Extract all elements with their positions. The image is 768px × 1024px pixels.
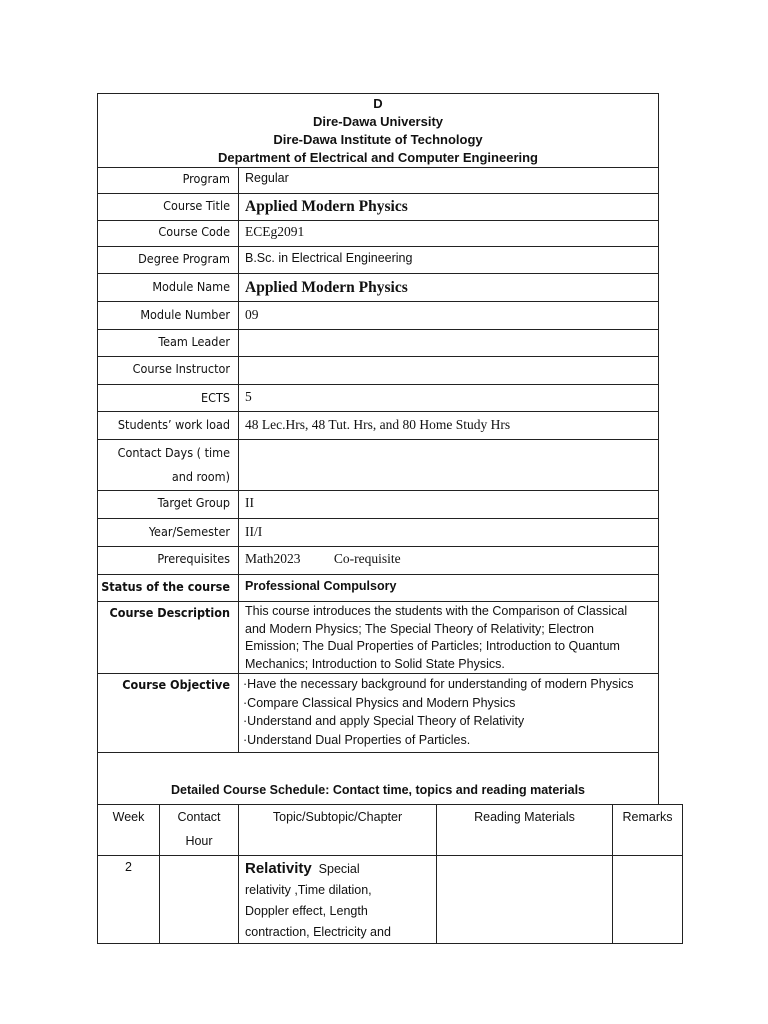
document-header — [98, 94, 659, 168]
week-header: Week — [98, 805, 160, 856]
course-info-table — [97, 93, 659, 805]
prerequisites-value — [239, 547, 659, 575]
university-name: Dire-Dawa University — [312, 114, 444, 129]
description-label: Course Description — [98, 602, 239, 674]
prerequisites-label: Prerequisites — [98, 547, 239, 575]
course-title-value: Applied Modern Physics — [239, 194, 659, 221]
topic-cell — [239, 856, 437, 944]
objective-line: ·Compare Classical Physics and Modern Physics — [243, 695, 516, 710]
description-value — [239, 602, 659, 674]
course-code-label: Course Code — [98, 221, 239, 247]
reading-materials-cell — [437, 856, 613, 944]
contact-days-label: Contact Days ( time and room) — [98, 440, 239, 491]
topic-line: contraction, Electricity and — [245, 925, 391, 939]
department-name: Department of Electrical and Computer Engineering — [218, 150, 538, 165]
module-number-value: 09 — [239, 302, 659, 330]
team-leader-label: Team Leader — [98, 330, 239, 357]
topic-heading: Relativity — [245, 860, 312, 877]
degree-program-value: B.Sc. in Electrical Engineering — [239, 247, 659, 274]
course-title-label: Course Title — [98, 194, 239, 221]
schedule-title: Detailed Course Schedule: Contact time, topics and reading materials — [98, 753, 659, 805]
program-label: Program — [98, 168, 239, 194]
year-semester-value: II/I — [239, 519, 659, 547]
table-row — [98, 856, 683, 944]
description-line: Emission; The Dual Properties of Particles; Introduction to Quantum — [245, 639, 620, 653]
description-line: and Modern Physics; The Special Theory of Relativity; Electron — [245, 621, 595, 636]
topic-line: relativity ,Time dilation, — [245, 883, 372, 897]
description-line: Mechanics; Introduction to Solid State Physics. — [245, 656, 505, 671]
prerequisite-course: Math2023 — [245, 551, 301, 566]
target-group-value: II — [239, 491, 659, 519]
ects-value: 5 — [239, 385, 659, 412]
topic-line: Special — [311, 862, 360, 876]
ects-label: ECTS — [98, 385, 239, 412]
module-name-label: Module Name — [98, 274, 239, 302]
objective-label: Course Objective — [98, 674, 239, 753]
institute-name: Dire-Dawa Institute of Technology — [273, 132, 483, 147]
team-leader-value — [239, 330, 659, 357]
program-value: Regular — [239, 168, 659, 194]
year-semester-label: Year/Semester — [98, 519, 239, 547]
objective-line: ·Have the necessary background for understanding of modern Physics — [243, 677, 634, 691]
workload-value: 48 Lec.Hrs, 48 Tut. Hrs, and 80 Home Study Hrs — [239, 412, 659, 440]
course-syllabus — [97, 93, 673, 944]
topic-header: Topic/Subtopic/Chapter — [239, 805, 437, 856]
workload-label: Students’ work load — [98, 412, 239, 440]
status-label: Status of the course — [98, 575, 239, 602]
contact-hour-cell — [160, 856, 239, 944]
header-letter: D — [373, 96, 383, 111]
target-group-label: Target Group — [98, 491, 239, 519]
schedule-table — [97, 804, 683, 944]
status-value: Professional Compulsory — [239, 575, 659, 602]
topic-line: Doppler effect, Length — [245, 904, 368, 918]
remarks-header: Remarks — [613, 805, 683, 856]
module-number-label: Module Number — [98, 302, 239, 330]
reading-materials-header: Reading Materials — [437, 805, 613, 856]
contact-hour-header: Contact Hour — [160, 805, 239, 856]
week-cell: 2 — [98, 856, 160, 944]
course-instructor-value — [239, 357, 659, 385]
module-name-value: Applied Modern Physics — [239, 274, 659, 302]
course-instructor-label: Course Instructor — [98, 357, 239, 385]
course-code-value: ECEg2091 — [239, 221, 659, 247]
objective-line: ·Understand Dual Properties of Particles. — [243, 732, 471, 747]
degree-program-label: Degree Program — [98, 247, 239, 274]
corequisite-label: Co-requisite — [333, 551, 401, 566]
objective-line: ·Understand and apply Special Theory of Relativity — [243, 714, 525, 728]
objective-value — [239, 674, 659, 753]
description-line: This course introduces the students with the Comparison of Classical — [245, 604, 628, 618]
contact-days-value — [239, 440, 659, 491]
remarks-cell — [613, 856, 683, 944]
